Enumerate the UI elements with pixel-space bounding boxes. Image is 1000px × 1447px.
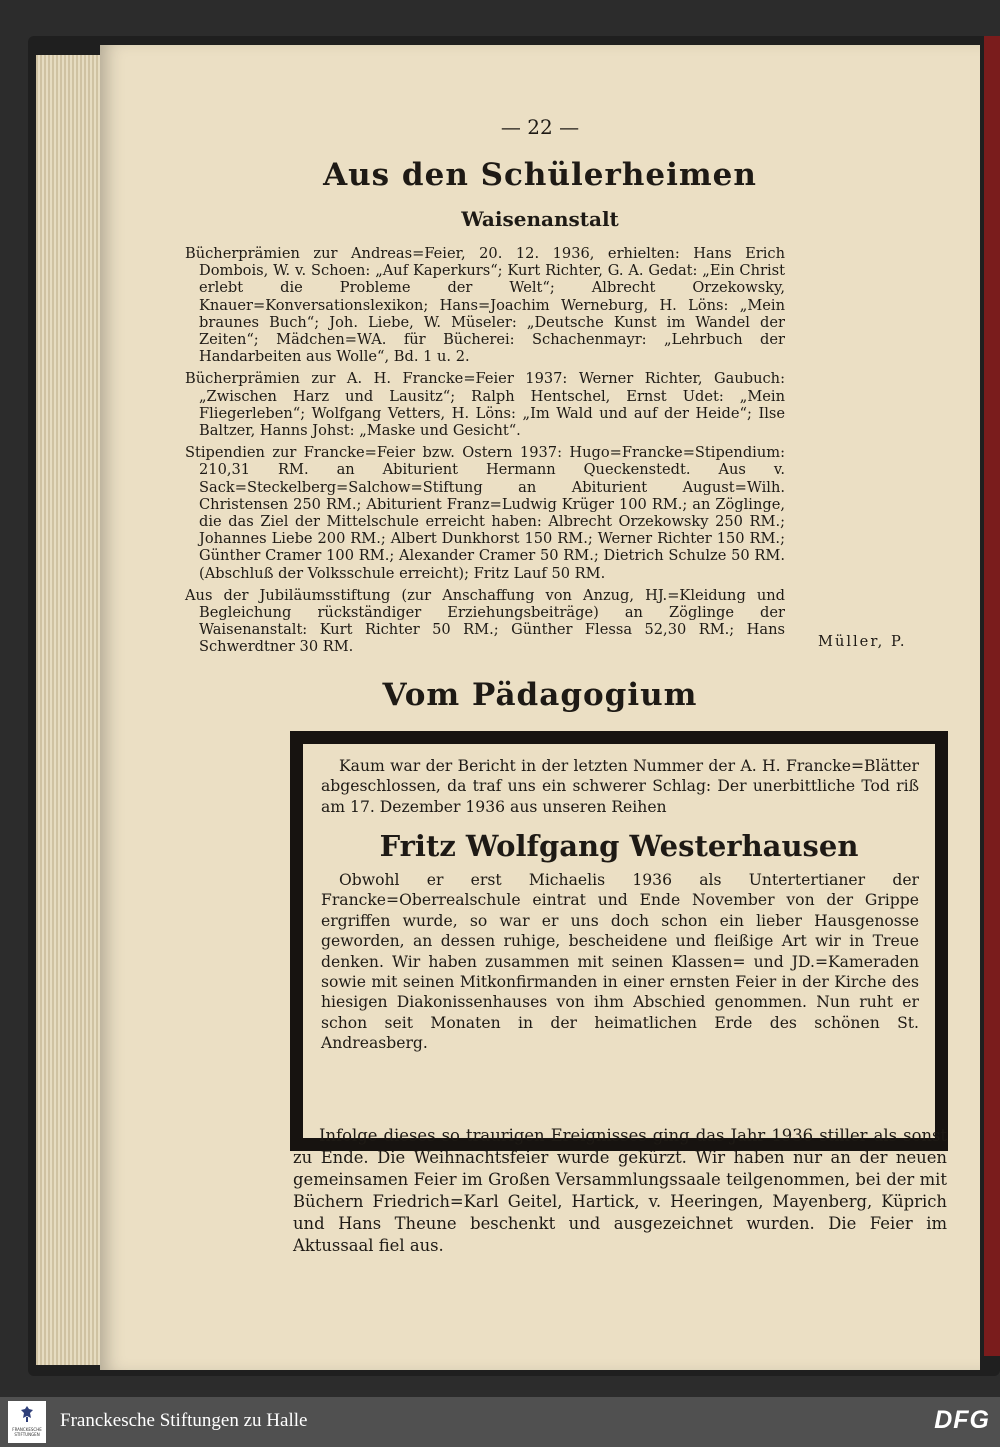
list-item: Bücherprämien zur A. H. Francke=Feier 1937: Werner Richter, Gaubuch: „Zwischen Harz und Lausitz“; Ralph Hentschel, Ernst Udet: „Mein Fliegerleben“; Wolfgang Vetters, H. Löns: „Im Wald und auf der Heide“; Ilse Baltzer, Hanns Johst: „Maske und Gesicht“. [185,370,785,440]
institution-name: Franckesche Stiftungen zu Halle [60,1410,308,1431]
obituary-border-right [935,734,945,1148]
list-item: Aus der Jubiläumsstiftung (zur Anschaffung von Anzug, HJ.=Kleidung und Begleichung rückständiger Erziehungsbeiträge) an Zöglinge der Waisenanstalt: Kurt Richter 50 RM.; Günther Flessa 52,30 RM.; Hans Schwerdtner 30 RM. [185,586,785,656]
list-item: Stipendien zur Francke=Feier bzw. Ostern 1937: Hugo=Francke=Stipendium: 210,31 RM. an Abiturient Hermann Queckenstedt. Aus v. Sack=Steckelberg=Salchow=Stiftung an Abiturient August=Wilh. Christensen 250 RM.; Abiturient Franz=Ludwig Krüger 100 RM.; an Zöglinge, die das Ziel der Mittelschule erreicht haben: Albrecht Orzekowsky 250 RM.; Johannes Liebe 200 RM.; Albert Dunkhorst 150 RM.; Werner Richter 150 RM.; Günther Cramer 100 RM.; Alexander Cramer 50 RM.; Dietrich Schulze 50 RM. (Abschluß der Volksschule erreicht); Fritz Lauf 50 RM. [185,444,785,582]
obituary-border-left [293,734,303,1148]
entries-list [185,245,785,661]
page-edges [36,55,106,1365]
obituary-name: Fritz Wolfgang Westerhausen [379,829,859,863]
closing-paragraph: Infolge dieses so traurigen Ereignisses ging das Jahr 1936 stiller als sonst zu Ende. Die Weihnachtsfeier wurde gekürzt. Wir haben nur an der neuen gemeinsamen Feier im Großen Versammlungssaale teilgenommen, bei der mit Büchern Friedrich=Karl Geitel, Hartick, v. Heeringen, Mayenberg, Küprich und Hans Theune beschenkt und ausgezeichnet wurden. Die Feier im Aktussaal fiel aus. [293,1126,947,1255]
section-title-paedagogium: Vom Pädagogium [382,677,698,713]
list-item: Bücherprämien zur Andreas=Feier, 20. 12. 1936, erhielten: Hans Erich Dombois, W. v. Schoen: „Auf Kaperkurs“; Kurt Richter, G. A. Gedat: „Ein Christ erlebt die Probleme der Welt“; Albrecht Orzekowsky, Knauer=Konversationslexikon; Hans=Joachim Werneburg, H. Löns: „Mein braunes Buch“; Joh. Liebe, W. Müseler: „Deutsche Kunst im Wandel der Zeiten“; Mädchen=WA. für Bücherei: Schachenmayr: „Lehrbuch der Handarbeiten aus Wolle“, Bd. 1 u. 2. [185,245,785,366]
book-page [100,45,980,1370]
dfg-logo: DFG [934,1406,990,1434]
logo-caption: FRANCKESCHE STIFTUNGEN [12,1427,42,1437]
obituary-box [290,731,948,1151]
obituary-border-top [293,734,945,744]
signature: Müller, P. [818,633,907,650]
subsection-title-waisenanstalt: Waisenanstalt [461,207,619,231]
section-title-schuelerheimen: Aus den Schülerheimen [323,157,757,193]
eagle-icon [20,1405,34,1423]
obituary-body: Obwohl er erst Michaelis 1936 als Untertertianer der Francke=Oberrealschule eintrat und Ende November von der Grippe ergriffen wurde, so war er uns doch schon ein lieber Hausgenosse geworden, an dessen ruhige, bescheidene und fleißige Art wir in Treue denken. Wir haben zusammen mit seinen Klassen= und JD.=Kameraden sowie mit seinen Mitkonfirmanden in einer ernsten Feier in der Kirche des hiesigen Diakonissenhauses von ihm Abschied genommen. Nun ruht er schon seit Monaten in der heimatlichen Erde des schönen St. Andreasberg. [321,871,919,1053]
obituary-intro: Kaum war der Bericht in der letzten Nummer der A. H. Francke=Blätter abgeschlossen, da traf uns ein schwerer Schlag: Der unerbittliche Tod riß am 17. Dezember 1936 aus unseren Reihen [321,757,919,816]
institution-logo [8,1401,46,1443]
book-cover-edge [984,36,1000,1356]
page-number: — 22 — [500,115,580,139]
footer-bar [0,1397,1000,1447]
